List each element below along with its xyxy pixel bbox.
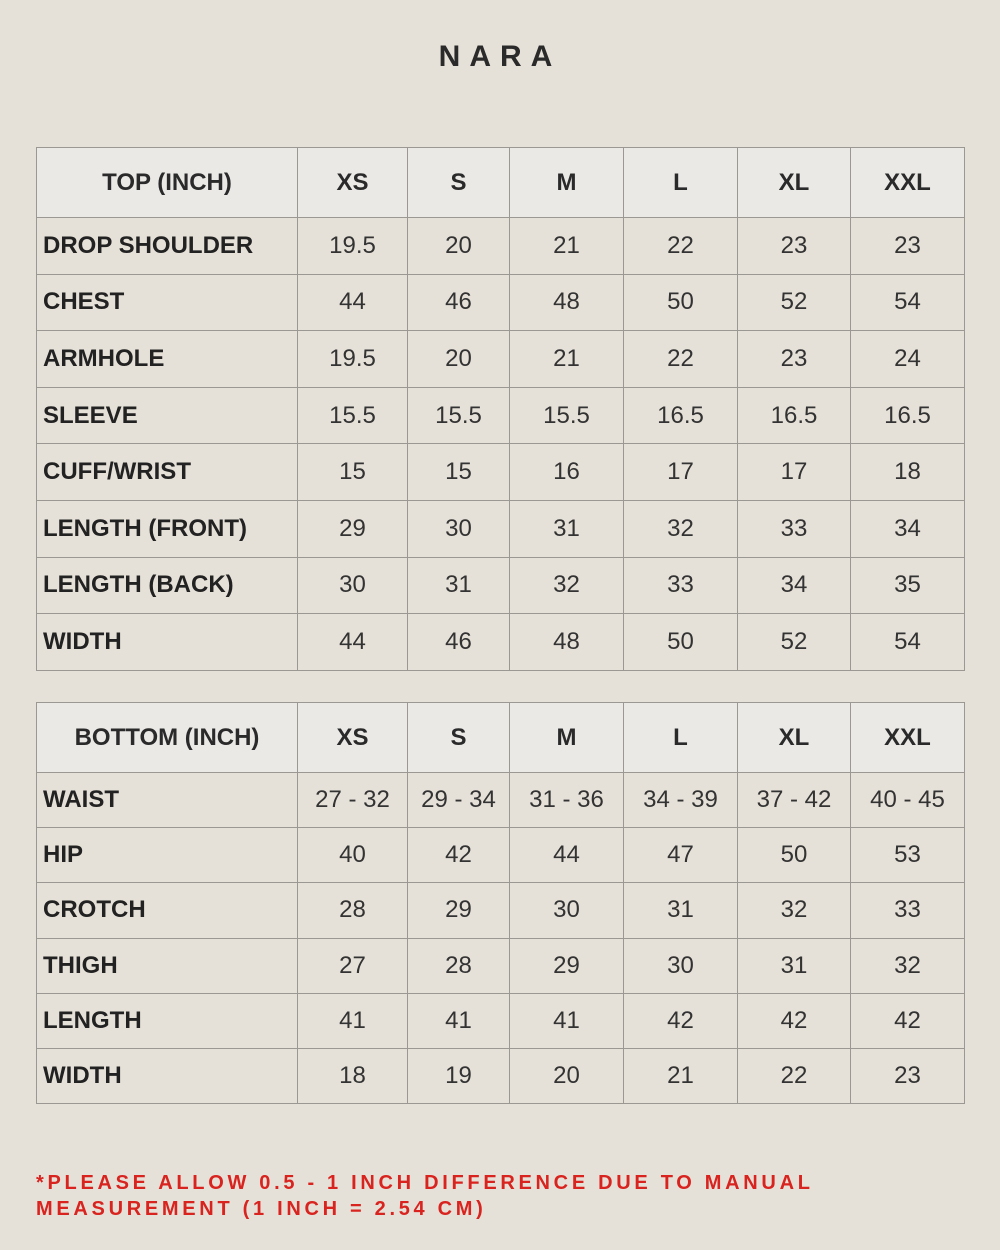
table-cell: 23: [738, 218, 851, 275]
table-cell: 29: [298, 500, 408, 557]
table-cell: 16.5: [738, 387, 851, 444]
table-cell: 53: [851, 828, 965, 883]
table-cell: 19: [408, 1048, 510, 1103]
table-cell: 24: [851, 331, 965, 388]
table-cell: 29 - 34: [408, 773, 510, 828]
table-cell: 47: [624, 828, 738, 883]
row-label: CUFF/WRIST: [37, 444, 298, 501]
table-cell: 21: [624, 1048, 738, 1103]
table-cell: 23: [851, 218, 965, 275]
table-cell: 34 - 39: [624, 773, 738, 828]
table-cell: 50: [624, 614, 738, 671]
table-cell: 40 - 45: [851, 773, 965, 828]
row-label: CHEST: [37, 274, 298, 331]
table-row: [37, 1048, 965, 1103]
table-cell: 42: [851, 993, 965, 1048]
table-cell: 31: [408, 557, 510, 614]
table-cell: 48: [510, 614, 624, 671]
measurement-note: [36, 1170, 976, 1222]
table-cell: 28: [408, 938, 510, 993]
table-cell: 32: [738, 883, 851, 938]
table-cell: 15.5: [298, 387, 408, 444]
table-header-row: [37, 703, 965, 773]
header-cell-xs: XS: [298, 148, 408, 218]
table-row: [37, 274, 965, 331]
table-cell: 52: [738, 274, 851, 331]
table-cell: 37 - 42: [738, 773, 851, 828]
table-cell: 50: [738, 828, 851, 883]
table-cell: 16.5: [624, 387, 738, 444]
table-cell: 41: [510, 993, 624, 1048]
note-line-2: MEASUREMENT (1 INCH = 2.54 CM): [36, 1198, 487, 1220]
header-cell-xxl: XXL: [851, 148, 965, 218]
top-size-table: [36, 147, 965, 671]
table-cell: 31: [510, 500, 624, 557]
table-cell: 41: [408, 993, 510, 1048]
table-cell: 16.5: [851, 387, 965, 444]
table-row: [37, 883, 965, 938]
table-row: [37, 773, 965, 828]
row-label: SLEEVE: [37, 387, 298, 444]
table-cell: 17: [624, 444, 738, 501]
header-cell-xxl: XXL: [851, 703, 965, 773]
table-row: [37, 614, 965, 671]
table-row: [37, 557, 965, 614]
table-cell: 52: [738, 614, 851, 671]
top-table-body: [37, 218, 965, 671]
header-cell-xs: XS: [298, 703, 408, 773]
table-cell: 15.5: [510, 387, 624, 444]
table-cell: 33: [624, 557, 738, 614]
brand-title: NARA: [438, 40, 562, 73]
table-cell: 30: [624, 938, 738, 993]
table-cell: 22: [624, 218, 738, 275]
row-label: WIDTH: [37, 1048, 298, 1103]
table-cell: 44: [298, 614, 408, 671]
table-row: [37, 828, 965, 883]
row-label: LENGTH (BACK): [37, 557, 298, 614]
header-cell-l: L: [624, 703, 738, 773]
table-cell: 20: [408, 218, 510, 275]
row-label: LENGTH: [37, 993, 298, 1048]
table-cell: 31: [738, 938, 851, 993]
table-cell: 19.5: [298, 331, 408, 388]
table-cell: 42: [408, 828, 510, 883]
table-cell: 50: [624, 274, 738, 331]
table-cell: 28: [298, 883, 408, 938]
header-cell-m: M: [510, 703, 624, 773]
table-row: [37, 993, 965, 1048]
table-cell: 33: [738, 500, 851, 557]
table-cell: 48: [510, 274, 624, 331]
table-cell: 23: [738, 331, 851, 388]
header-cell-s: S: [408, 703, 510, 773]
table-cell: 30: [510, 883, 624, 938]
table-row: [37, 938, 965, 993]
row-label: WIDTH: [37, 614, 298, 671]
table-cell: 30: [408, 500, 510, 557]
table-row: [37, 444, 965, 501]
table-cell: 18: [298, 1048, 408, 1103]
row-label: WAIST: [37, 773, 298, 828]
table-cell: 21: [510, 331, 624, 388]
table-cell: 21: [510, 218, 624, 275]
table-header-row: [37, 148, 965, 218]
table-cell: 46: [408, 274, 510, 331]
header-cell-l: L: [624, 148, 738, 218]
row-label: ARMHOLE: [37, 331, 298, 388]
table-cell: 32: [851, 938, 965, 993]
table-row: [37, 387, 965, 444]
table-cell: 41: [298, 993, 408, 1048]
table-cell: 31: [624, 883, 738, 938]
table-cell: 35: [851, 557, 965, 614]
table-cell: 27 - 32: [298, 773, 408, 828]
header-cell-category: TOP (INCH): [37, 148, 298, 218]
table-cell: 32: [510, 557, 624, 614]
table-cell: 15: [408, 444, 510, 501]
bottom-size-table: [36, 702, 965, 1104]
header-cell-s: S: [408, 148, 510, 218]
table-cell: 40: [298, 828, 408, 883]
row-label: CROTCH: [37, 883, 298, 938]
row-label: LENGTH (FRONT): [37, 500, 298, 557]
bottom-table-body: [37, 773, 965, 1104]
row-label: DROP SHOULDER: [37, 218, 298, 275]
table-cell: 20: [408, 331, 510, 388]
table-cell: 42: [738, 993, 851, 1048]
table-cell: 15.5: [408, 387, 510, 444]
table-cell: 22: [624, 331, 738, 388]
table-row: [37, 218, 965, 275]
table-cell: 29: [408, 883, 510, 938]
table-cell: 29: [510, 938, 624, 993]
table-cell: 19.5: [298, 218, 408, 275]
table-cell: 31 - 36: [510, 773, 624, 828]
table-cell: 46: [408, 614, 510, 671]
table-cell: 54: [851, 274, 965, 331]
table-cell: 20: [510, 1048, 624, 1103]
table-cell: 33: [851, 883, 965, 938]
table-cell: 30: [298, 557, 408, 614]
table-row: [37, 331, 965, 388]
table-cell: 23: [851, 1048, 965, 1103]
table-cell: 44: [298, 274, 408, 331]
table-cell: 34: [738, 557, 851, 614]
row-label: THIGH: [37, 938, 298, 993]
table-cell: 42: [624, 993, 738, 1048]
table-row: [37, 500, 965, 557]
header-cell-m: M: [510, 148, 624, 218]
table-cell: 22: [738, 1048, 851, 1103]
table-cell: 18: [851, 444, 965, 501]
table-cell: 17: [738, 444, 851, 501]
table-cell: 44: [510, 828, 624, 883]
table-cell: 15: [298, 444, 408, 501]
row-label: HIP: [37, 828, 298, 883]
header-cell-category: BOTTOM (INCH): [37, 703, 298, 773]
table-cell: 32: [624, 500, 738, 557]
table-cell: 34: [851, 500, 965, 557]
header-cell-xl: XL: [738, 148, 851, 218]
table-cell: 54: [851, 614, 965, 671]
table-cell: 27: [298, 938, 408, 993]
note-line-1: *PLEASE ALLOW 0.5 - 1 INCH DIFFERENCE DUE TO MANUAL: [36, 1172, 814, 1194]
header-cell-xl: XL: [738, 703, 851, 773]
table-cell: 16: [510, 444, 624, 501]
